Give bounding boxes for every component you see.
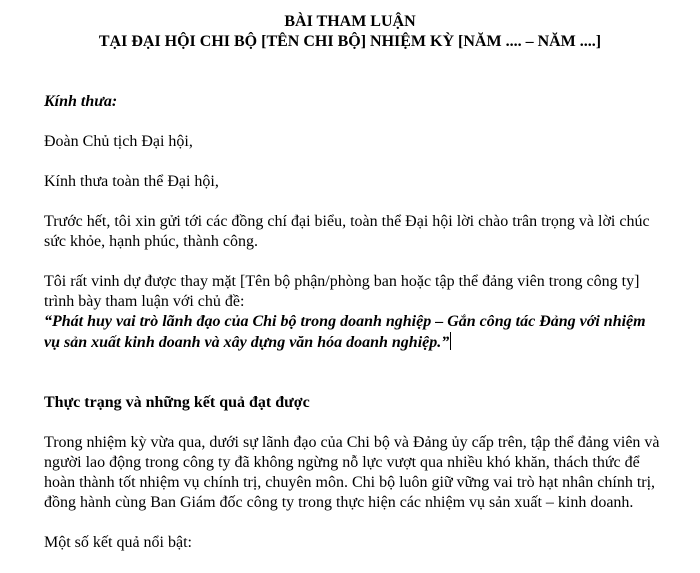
results-intro: Một số kết quả nổi bật: <box>44 534 192 551</box>
intro-paragraph: Trước hết, tôi xin gửi tới các đồng chí đại biểu, toàn thể Đại hội lời chào trân trọng và lời chúc sức khỏe, hạnh phúc, thành công. <box>44 213 650 250</box>
topic-quote-text: “Phát huy vai trò lãnh đạo của Chi bộ trong doanh nghiệp – Gắn công tác Đảng với nhiệm vụ sản xuất kinh doanh và xây dựng văn hóa doanh nghiệp.” <box>44 313 646 351</box>
status-paragraph: Trong nhiệm kỳ vừa qua, dưới sự lãnh đạo của Chi bộ và Đảng ủy cấp trên, tập thể đảng viên và người lao động trong công ty đã không ngừng nỗ lực vượt qua nhiều khó khăn, thách thức để hoàn thành tốt nhiệm vụ chính trị, chuyên môn. Chi bộ luôn giữ vững vai trò hạt nhân chính trị, đồng hành cùng Ban Giám đốc công ty trong thực hiện các nhiệm vụ sản xuất – kinh doanh. <box>44 434 660 511</box>
title-line-1: BÀI THAM LUẬN <box>284 13 416 30</box>
honor-paragraph: Tôi rất vinh dự được thay mặt [Tên bộ phận/phòng ban hoặc tập thể đảng viên trong công ty] trình bày tham luận với chủ đề: <box>44 273 640 310</box>
salutation: Kính thưa: <box>44 93 118 110</box>
title-line-2: TẠI ĐẠI HỘI CHI BỘ [TÊN CHI BỘ] NHIỆM KỲ [NĂM .... – NĂM ....] <box>98 33 602 50</box>
greeting-presidium: Đoàn Chủ tịch Đại hội, <box>44 133 193 150</box>
section-heading: Thực trạng và những kết quả đạt được <box>44 394 310 411</box>
greeting-congress: Kính thưa toàn thể Đại hội, <box>44 173 219 190</box>
topic-quote <box>44 312 664 353</box>
document-body[interactable] <box>44 92 664 573</box>
document-title <box>0 12 700 52</box>
text-cursor <box>450 332 451 350</box>
